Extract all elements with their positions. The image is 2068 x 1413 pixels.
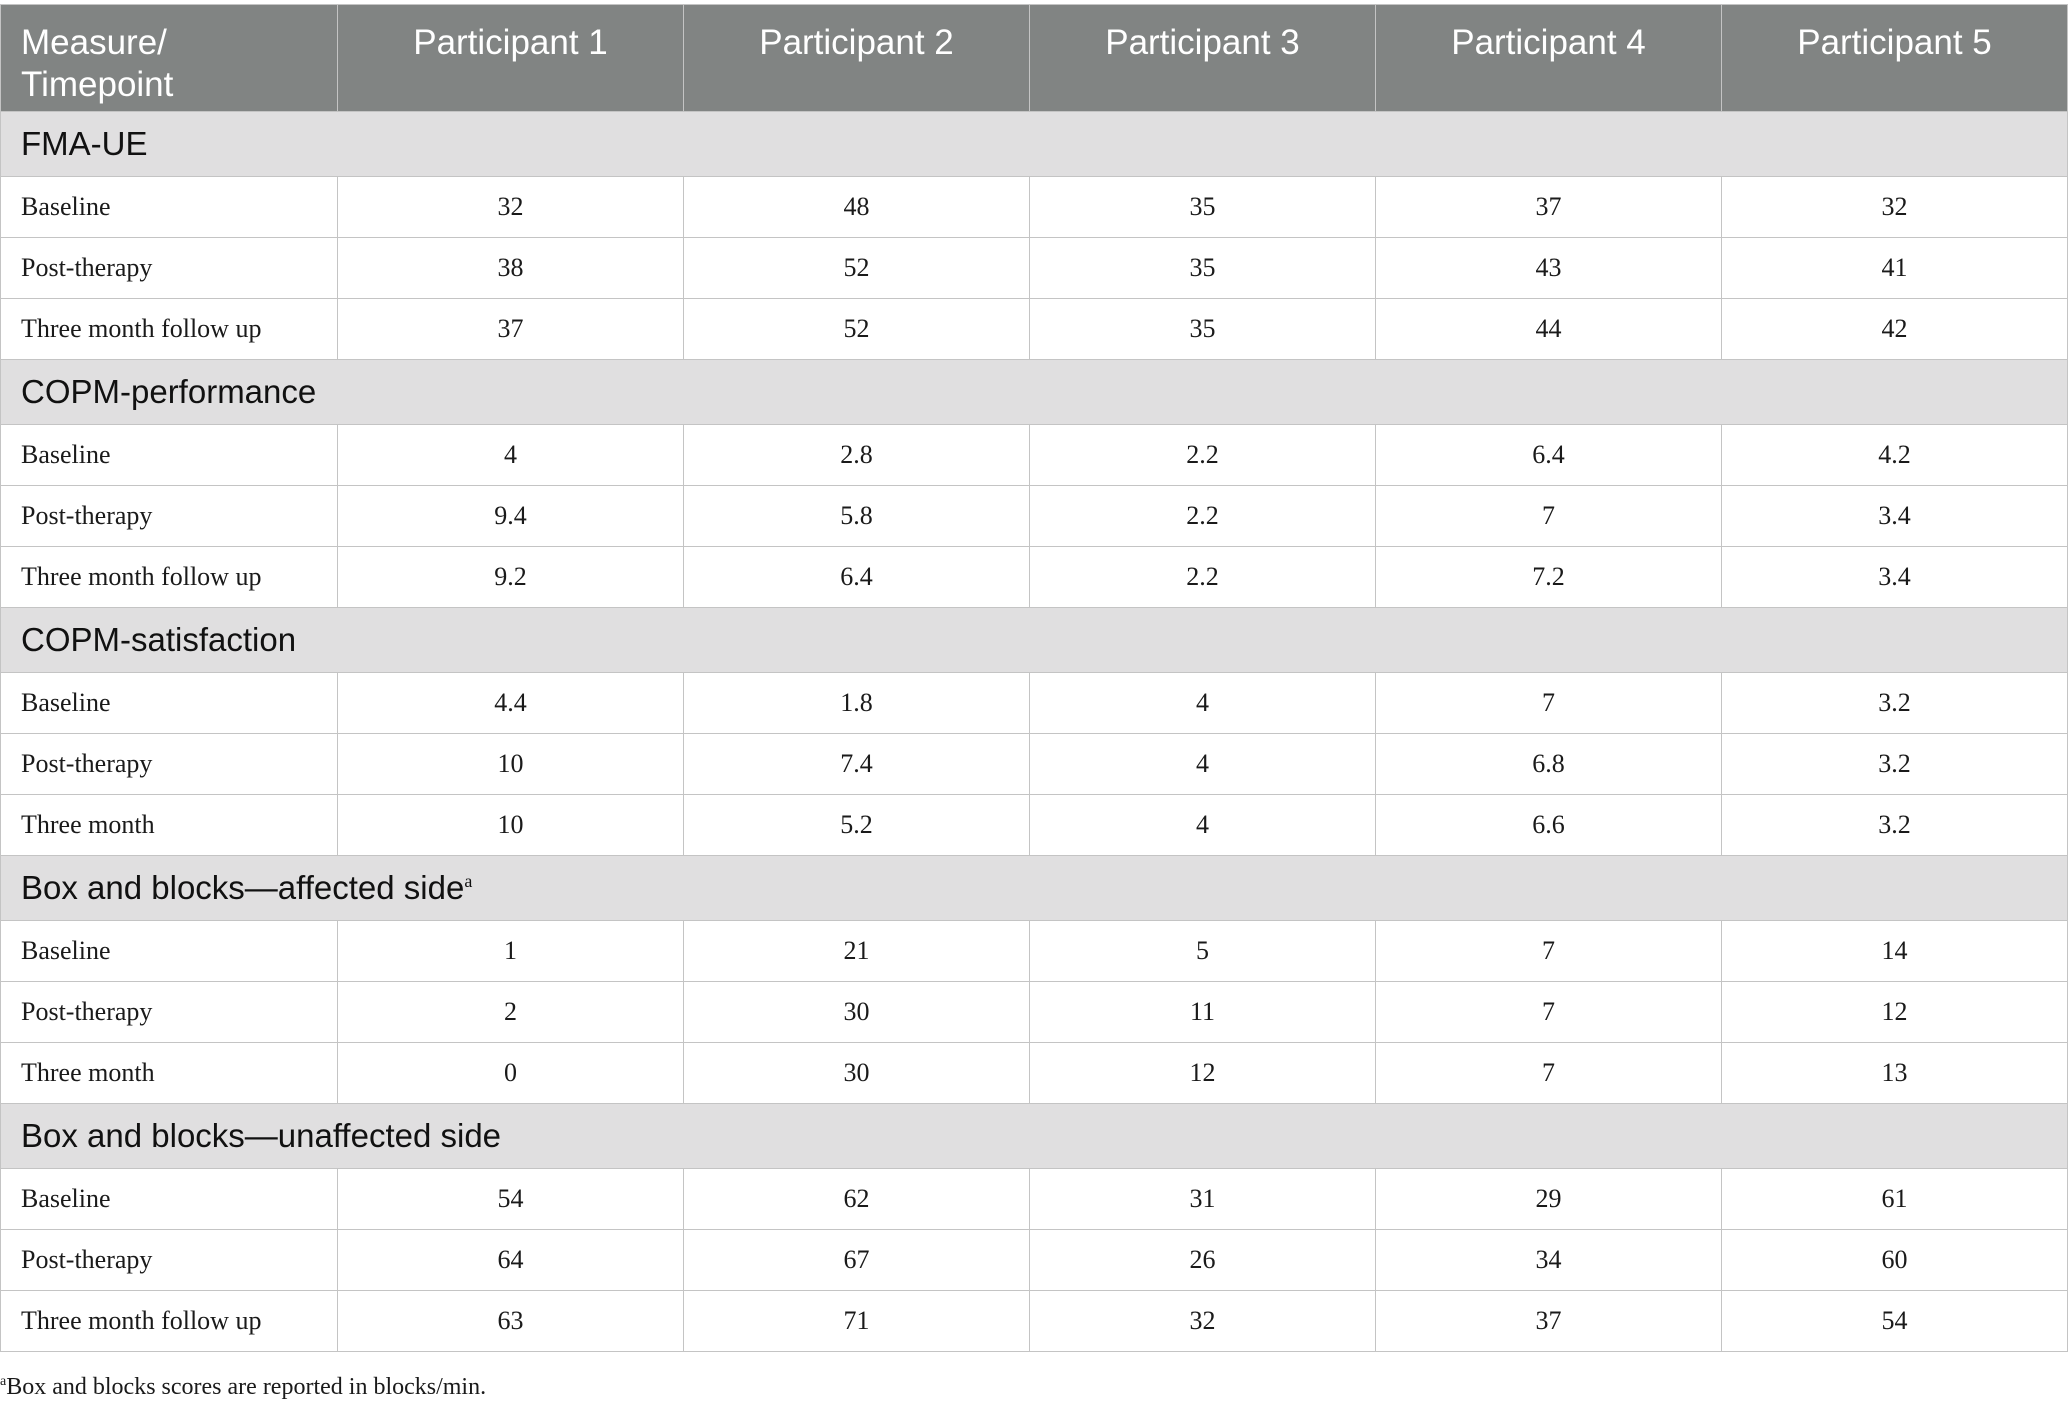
table-row: [1, 1230, 2068, 1291]
table-body: [1, 112, 2068, 1352]
timepoint-label: Three month: [1, 1043, 338, 1104]
section-row: [1, 856, 2068, 921]
participant-4-value: 6.4: [1376, 425, 1722, 486]
participant-1-value: 2: [338, 982, 684, 1043]
participant-4-value: 44: [1376, 299, 1722, 360]
timepoint-label: Post-therapy: [1, 486, 338, 547]
timepoint-label: Baseline: [1, 1169, 338, 1230]
table-row: [1, 1043, 2068, 1104]
participant-1-value: 0: [338, 1043, 684, 1104]
participant-3-value: 11: [1030, 982, 1376, 1043]
participant-5-value: 42: [1722, 299, 2068, 360]
table-row: [1, 238, 2068, 299]
participant-3-value: 26: [1030, 1230, 1376, 1291]
timepoint-label: Three month follow up: [1, 1291, 338, 1352]
participant-3-value: 2.2: [1030, 486, 1376, 547]
section-title-text: FMA-UE: [21, 125, 148, 162]
participant-5-value: 61: [1722, 1169, 2068, 1230]
header-row: [1, 5, 2068, 112]
participant-4-value: 7.2: [1376, 547, 1722, 608]
results-table: [0, 4, 2068, 1352]
timepoint-label: Baseline: [1, 921, 338, 982]
section-row: [1, 608, 2068, 673]
participant-4-value: 6.8: [1376, 734, 1722, 795]
table-row: [1, 734, 2068, 795]
section-title-text: Box and blocks—unaffected side: [21, 1117, 502, 1154]
participant-2-value: 21: [684, 921, 1030, 982]
table-row: [1, 299, 2068, 360]
timepoint-label: Baseline: [1, 673, 338, 734]
table-row: [1, 177, 2068, 238]
section-title: [1, 1104, 2068, 1169]
participant-4-value: 7: [1376, 1043, 1722, 1104]
participant-5-value: 3.2: [1722, 795, 2068, 856]
footnote-text: Box and blocks scores are reported in blocks/min.: [6, 1374, 487, 1400]
participant-3-value: 12: [1030, 1043, 1376, 1104]
table-footnote: [0, 1374, 486, 1401]
section-title-text: Box and blocks—affected side: [21, 869, 465, 906]
participant-2-value: 1.8: [684, 673, 1030, 734]
participant-3-value: 35: [1030, 299, 1376, 360]
table-row: [1, 1291, 2068, 1352]
timepoint-label: Three month follow up: [1, 299, 338, 360]
timepoint-label: Three month follow up: [1, 547, 338, 608]
participant-1-value: 64: [338, 1230, 684, 1291]
table-row: [1, 673, 2068, 734]
participant-5-value: 54: [1722, 1291, 2068, 1352]
timepoint-label: Three month: [1, 795, 338, 856]
participant-2-value: 71: [684, 1291, 1030, 1352]
participant-5-value: 3.4: [1722, 486, 2068, 547]
header-measure-timepoint: Measure/ Timepoint: [1, 5, 338, 112]
section-title: [1, 608, 2068, 673]
participant-4-value: 7: [1376, 486, 1722, 547]
timepoint-label: Post-therapy: [1, 734, 338, 795]
participant-1-value: 1: [338, 921, 684, 982]
section-title: [1, 112, 2068, 177]
participant-1-value: 38: [338, 238, 684, 299]
participant-5-value: 41: [1722, 238, 2068, 299]
participant-3-value: 35: [1030, 177, 1376, 238]
section-title-text: COPM-satisfaction: [21, 621, 297, 658]
timepoint-label: Baseline: [1, 425, 338, 486]
participant-3-value: 32: [1030, 1291, 1376, 1352]
participant-3-value: 2.2: [1030, 425, 1376, 486]
participant-2-value: 7.4: [684, 734, 1030, 795]
participant-1-value: 4.4: [338, 673, 684, 734]
participant-2-value: 52: [684, 238, 1030, 299]
table-header: [1, 5, 2068, 112]
participant-4-value: 7: [1376, 982, 1722, 1043]
participant-2-value: 30: [684, 1043, 1030, 1104]
participant-1-value: 9.2: [338, 547, 684, 608]
participant-3-value: 31: [1030, 1169, 1376, 1230]
participant-2-value: 6.4: [684, 547, 1030, 608]
timepoint-label: Post-therapy: [1, 1230, 338, 1291]
table-row: [1, 1169, 2068, 1230]
participant-2-value: 48: [684, 177, 1030, 238]
participant-4-value: 34: [1376, 1230, 1722, 1291]
header-participant-2: Participant 2: [684, 5, 1030, 112]
participant-4-value: 29: [1376, 1169, 1722, 1230]
participant-5-value: 13: [1722, 1043, 2068, 1104]
timepoint-label: Baseline: [1, 177, 338, 238]
table-row: [1, 982, 2068, 1043]
participant-4-value: 43: [1376, 238, 1722, 299]
footnote-marker: a: [0, 1374, 7, 1389]
section-title: [1, 856, 2068, 921]
section-row: [1, 112, 2068, 177]
footnote-marker: a: [464, 871, 473, 891]
timepoint-label: Post-therapy: [1, 238, 338, 299]
participant-1-value: 4: [338, 425, 684, 486]
participant-5-value: 32: [1722, 177, 2068, 238]
participant-5-value: 3.2: [1722, 673, 2068, 734]
participant-2-value: 62: [684, 1169, 1030, 1230]
participant-5-value: 3.2: [1722, 734, 2068, 795]
table-row: [1, 425, 2068, 486]
participant-2-value: 5.8: [684, 486, 1030, 547]
table-row: [1, 547, 2068, 608]
participant-5-value: 3.4: [1722, 547, 2068, 608]
timepoint-label: Post-therapy: [1, 982, 338, 1043]
participant-2-value: 5.2: [684, 795, 1030, 856]
participant-1-value: 37: [338, 299, 684, 360]
participant-5-value: 14: [1722, 921, 2068, 982]
header-participant-1: Participant 1: [338, 5, 684, 112]
section-title-text: COPM-performance: [21, 373, 317, 410]
participant-3-value: 35: [1030, 238, 1376, 299]
table-row: [1, 921, 2068, 982]
participant-5-value: 4.2: [1722, 425, 2068, 486]
participant-1-value: 63: [338, 1291, 684, 1352]
participant-4-value: 37: [1376, 1291, 1722, 1352]
participant-2-value: 67: [684, 1230, 1030, 1291]
table-row: [1, 795, 2068, 856]
section-row: [1, 360, 2068, 425]
participant-5-value: 12: [1722, 982, 2068, 1043]
participant-1-value: 10: [338, 734, 684, 795]
section-row: [1, 1104, 2068, 1169]
header-participant-3: Participant 3: [1030, 5, 1376, 112]
participant-3-value: 4: [1030, 734, 1376, 795]
participant-3-value: 4: [1030, 795, 1376, 856]
participant-2-value: 2.8: [684, 425, 1030, 486]
participant-3-value: 2.2: [1030, 547, 1376, 608]
header-participant-5: Participant 5: [1722, 5, 2068, 112]
participant-1-value: 54: [338, 1169, 684, 1230]
participant-1-value: 10: [338, 795, 684, 856]
participant-2-value: 30: [684, 982, 1030, 1043]
table-row: [1, 486, 2068, 547]
participant-3-value: 4: [1030, 673, 1376, 734]
participant-3-value: 5: [1030, 921, 1376, 982]
participant-4-value: 7: [1376, 673, 1722, 734]
participant-5-value: 60: [1722, 1230, 2068, 1291]
participant-4-value: 7: [1376, 921, 1722, 982]
participant-2-value: 52: [684, 299, 1030, 360]
header-participant-4: Participant 4: [1376, 5, 1722, 112]
participant-4-value: 6.6: [1376, 795, 1722, 856]
participant-4-value: 37: [1376, 177, 1722, 238]
participant-1-value: 32: [338, 177, 684, 238]
participant-1-value: 9.4: [338, 486, 684, 547]
section-title: [1, 360, 2068, 425]
